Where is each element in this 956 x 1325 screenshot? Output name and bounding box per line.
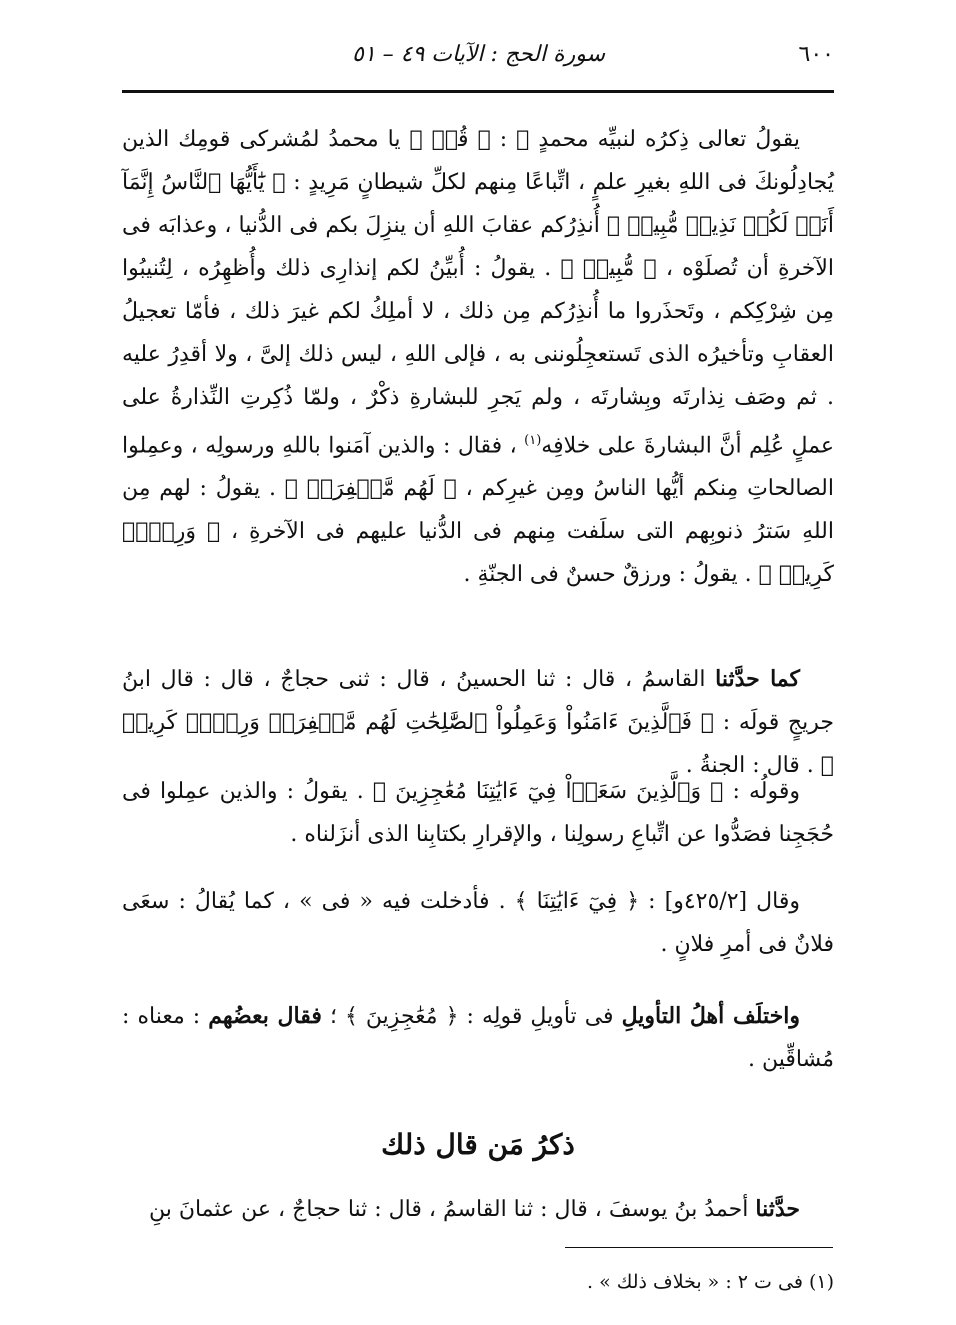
paragraph-4-text: وقال [٤٢٥/٢و] : ﴿ فِيٓ ءَايَٰتِنَا ﴾ . فأدخلت فيه « فى » ، كما يُقالُ : سعَى فلانٌ فى أمرِ فلانٍ . [122, 889, 834, 957]
header-rule [122, 90, 834, 93]
footnote-rule [565, 1247, 833, 1248]
paragraph-5-text-b: : معناه : مُشاقِّين . [122, 1004, 834, 1072]
paragraph-5 [122, 995, 834, 1081]
some-said: فقال بعضُهم [208, 1003, 322, 1029]
page-number: ٦٠٠ [798, 42, 834, 67]
paragraph-4 [122, 880, 834, 966]
footnote-marker: (١) [524, 433, 542, 448]
paragraph-1-continuation: ، فقال : والذين آمَنوا باللهِ ورسولِه ، وعمِلوا الصالحاتِ مِنكم أيُّها الناسُ ومِن غيرِكم ، ﴿ لَهُم مَّغۡفِرَةٞ ﴾ . يقولُ : لهم مِن اللهِ سَترُ ذنوبِهم التى سلَفت مِنهم فى الدُّنيا عليهم فى الآخرةِ ، ﴿ وَرِزۡقٞ كَرِيمٞ ﴾ . يقولُ : ورزقٌ حسنٌ فى الجنّةِ . [122, 433, 834, 588]
paragraph-1 [122, 118, 834, 596]
paragraph-5-text-a: فى تأويلِ قولِه : ﴿ مُعَٰجِزِينَ ﴾ ؛ [321, 1004, 622, 1029]
page-header [122, 38, 834, 88]
disagreement-intro: واختلَف أهلُ التأويلِ [621, 1003, 801, 1029]
paragraph-6 [122, 1188, 834, 1231]
hadith-opening-2: حدَّثنا [755, 1196, 800, 1222]
running-title: سورة الحج : الآيات ٤٩ – ٥١ [352, 42, 606, 67]
paragraph-3-text: وقولُه : ﴿ وَٱلَّذِينَ سَعَوۡاْ فِيٓ ءَايَٰتِنَا مُعَٰجِزِينَ ﴾ . يقولُ : والذين عمِلوا فى حُجَجِنا فصَدُّوا عن اتِّباعِ رسولِنا ، والإقرارِ بكتابِنا الذى أنزَلناه . [122, 779, 834, 847]
paragraph-3 [122, 770, 834, 856]
paragraph-6-text: أحمدُ بنُ يوسفَ ، قال : ثنا القاسمُ ، قال : ثنا حجاجٌ ، عن عثمانَ بنِ [148, 1197, 756, 1222]
paragraph-2-text: القاسمُ ، قال : ثنا الحسينُ ، قال : ثنى حجاجٌ ، قال : قال ابنُ جريجٍ قولَه : ﴿ فَٱلَّذِينَ ءَامَنُواْ وَعَمِلُواْ ٱلصَّٰلِحَٰتِ لَهُم مَّغۡفِرَةٞ وَرِزۡقٞ كَرِيمٞ ﴾ . قال : الجنةُ . [122, 667, 834, 778]
paragraph-1-text: يقولُ تعالى ذِكرُه لنبيِّه محمدٍ ﷺ : ﴿ قُلۡ ﴾ يا محمدُ لمُشركى قومِك الذين يُجادِلُونكَ فى اللهِ بغيرِ علمٍ ، اتِّباعًا مِنهم لكلِّ شيطانٍ مَرِيدٍ : ﴿ يَٰٓأَيُّهَا ٱلنَّاسُ إِنَّمَآ أَنَا۠ لَكُمۡ نَذِيرٞ مُّبِينٞ ﴾ أُنذِرُكم عقابَ اللهِ أن ينزِلَ بكم فى الدُّنيا ، وعذابَه فى الآخرةِ أن تُصلَوْه ، ﴿ مُّبِينٞ ﴾ . يقولُ : أُبيِّنُ لكم إنذارِى ذلك وأُظهِرُه ، لِتُنيبُوا مِن شِرْكِكم ، وتَحذَروا ما أُنذِرُكم مِن ذلك ، لا أملِكُ لكم غيرَ ذلك ، فأمّا تعجيلُ العقابِ وتأخيرُه الذى تَستعجِلُوننى به ، فإلى اللهِ ، ليس ذلك إلىَّ ، ولا أقدِرُ عليه . ثم وصَف نِذارتَه وبِشارتَه ، ولم يَجرِ للبشارةِ ذكْرٌ ، ولمّا ذُكِرتِ النِّذارةُ على عملٍ عُلِم أنَّ البشارةَ على خلافِه [122, 127, 835, 459]
hadith-opening: كما حدَّثنا [715, 666, 801, 692]
paragraph-2 [122, 658, 834, 787]
footnote: (١) فى ت ٢ : « بخلاف ذلك » . [587, 1271, 834, 1293]
section-heading: ذكرُ مَن قال ذلك [381, 1128, 575, 1161]
